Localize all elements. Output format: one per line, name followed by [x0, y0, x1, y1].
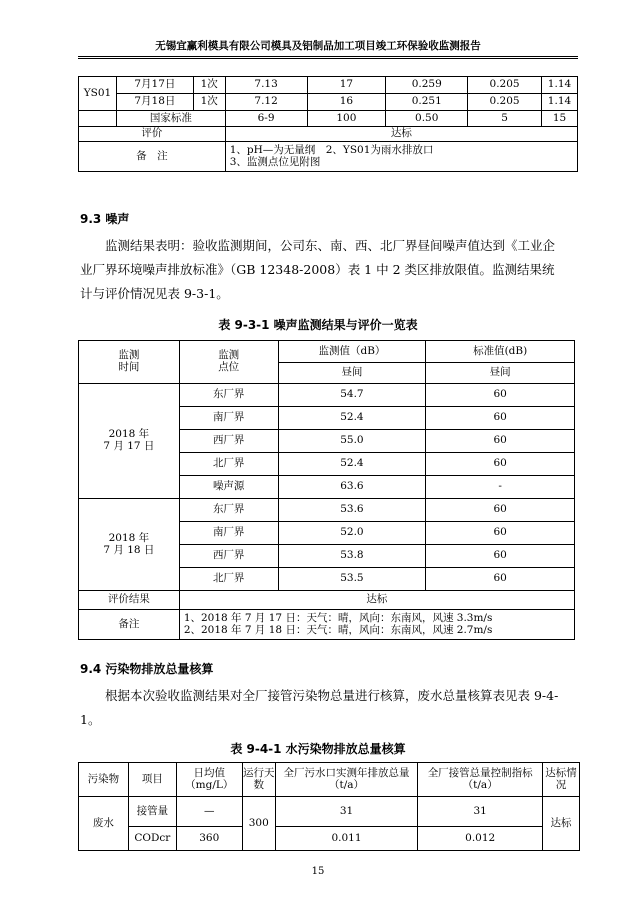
row-c4: 0.205 [468, 77, 542, 94]
row-c5: 1.14 [542, 94, 578, 111]
standard-c5: 15 [542, 111, 578, 127]
limit-cell: 0.012 [418, 827, 543, 851]
header-daily: 日均值（mg/L） [176, 763, 242, 797]
evaluation-value: 达标 [225, 127, 577, 142]
header-value: 监测值（dB） [278, 341, 426, 363]
value-cell: 53.8 [278, 545, 426, 568]
header-text: 监测 [218, 349, 240, 362]
standard-cell: 60 [426, 568, 575, 591]
value-cell: 52.4 [278, 453, 426, 476]
header-rule [78, 56, 578, 57]
header-text: 时间 [118, 361, 140, 373]
point-cell: 北厂界 [179, 453, 278, 476]
standard-cell: 60 [426, 453, 575, 476]
page-number: 15 [311, 866, 325, 877]
header-day: 昼间 [426, 363, 575, 384]
header-time [79, 341, 180, 384]
pollutant-table [78, 762, 580, 851]
site-cell: YS01 [79, 77, 117, 111]
table-caption-total: 表 9-4-1 水污染物排放总量核算 [230, 742, 406, 756]
header-day: 昼间 [278, 363, 426, 384]
standard-cell: 60 [426, 384, 575, 407]
header-text: 点位 [218, 361, 240, 373]
date-text: 7 月 17 日 [103, 440, 155, 452]
row-c5: 1.14 [542, 77, 578, 94]
table-caption-noise: 表 9-3-1 噪声监测结果与评价一览表 [218, 318, 418, 332]
section-heading-total: 9.4 污染物排放总量核算 [80, 662, 214, 676]
point-cell: 南厂界 [179, 407, 278, 430]
noise-table [78, 340, 575, 640]
header-item: 项目 [128, 763, 176, 797]
point-cell: 西厂界 [179, 430, 278, 453]
row-ph: 7.13 [225, 77, 307, 94]
notes-content [179, 610, 574, 640]
standard-c4: 5 [468, 111, 542, 127]
evaluation-label: 评价结果 [79, 591, 180, 610]
header-point [179, 341, 278, 384]
evaluation-value: 达标 [179, 591, 574, 610]
date-text: 7 月 18 日 [103, 543, 155, 556]
limit-cell: 31 [418, 797, 543, 827]
page-header: 无锡宜赢利模具有限公司模具及铝制品加工项目竣工环保验收监测报告 [155, 40, 481, 52]
point-cell: 北厂界 [179, 568, 278, 591]
row-c3: 0.251 [386, 94, 468, 111]
item-cell: CODcr [128, 827, 176, 851]
item-cell: 接管量 [128, 797, 176, 827]
wastewater-table [78, 76, 578, 172]
standard-cell: 60 [426, 545, 575, 568]
notes-content [225, 142, 577, 172]
date-cell [79, 384, 180, 499]
header-standard: 标准值(dB) [426, 341, 575, 363]
value-cell: 53.5 [278, 568, 426, 591]
type-cell: 废水 [79, 797, 129, 851]
standard-cell: 60 [426, 430, 575, 453]
standard-cell: 60 [426, 522, 575, 545]
section-heading-noise: 9.3 噪声 [80, 212, 130, 226]
section-paragraph-noise: 监测结果表明：验收监测期间，公司东、南、西、北厂界昼间噪声值达到《工业企业厂界环境噪声排放标准》（GB 12348-2008）表 1 中 2 类区排放限值。监测结果统计与评价情况见表 9-3-1。 [80, 238, 556, 301]
actual-cell: 31 [275, 797, 418, 827]
point-cell: 西厂界 [179, 545, 278, 568]
row-date: 7月17日 [116, 77, 193, 94]
row-freq: 1次 [193, 77, 225, 94]
value-cell: 52.4 [278, 407, 426, 430]
blank-cell [79, 111, 117, 127]
daily-cell: 360 [176, 827, 242, 851]
standard-ph: 6-9 [225, 111, 307, 127]
days-cell: 300 [242, 797, 275, 851]
row-freq: 1次 [193, 94, 225, 111]
notes-line: 1、2018 年 7 月 17 日：天气：晴，风向：东南风，风速 3.3m/s [183, 611, 493, 624]
value-cell: 55.0 [278, 430, 426, 453]
header-days: 运行天数 [242, 763, 275, 797]
standard-c2: 100 [307, 111, 386, 127]
date-cell [79, 499, 180, 591]
value-cell: 54.7 [278, 384, 426, 407]
row-c2: 16 [307, 94, 386, 111]
notes-label: 备 注 [79, 142, 226, 172]
standard-c3: 0.50 [386, 111, 468, 127]
value-cell: 53.6 [278, 499, 426, 522]
row-c2: 17 [307, 77, 386, 94]
notes-line: 3、监测点位见附图 [229, 155, 321, 168]
notes-line: 2、2018 年 7 月 18 日：天气：晴，风向：东南风，风速 2.7m/s [183, 623, 493, 636]
daily-cell: — [176, 797, 242, 827]
header-rule-2 [78, 58, 578, 59]
actual-cell: 0.011 [275, 827, 418, 851]
point-cell: 东厂界 [179, 499, 278, 522]
point-cell: 南厂界 [179, 522, 278, 545]
row-ph: 7.12 [225, 94, 307, 111]
row-c3: 0.259 [386, 77, 468, 94]
standard-cell: - [426, 476, 575, 499]
header-type: 污染物 [79, 763, 129, 797]
standard-cell: 60 [426, 407, 575, 430]
standard-cell: 60 [426, 499, 575, 522]
header-status: 达标情况 [543, 763, 580, 797]
value-cell: 63.6 [278, 476, 426, 499]
standard-label: 国家标准 [116, 111, 225, 127]
row-date: 7月18日 [116, 94, 193, 111]
header-text: 监测 [118, 349, 140, 362]
notes-line: 1、pH—为无量纲 2、YS01为雨水排放口 [229, 143, 434, 156]
date-text: 2018 年 [108, 531, 150, 544]
point-cell: 东厂界 [179, 384, 278, 407]
evaluation-label: 评价 [79, 127, 226, 142]
date-text: 2018 年 [108, 428, 150, 441]
header-limit: 全厂接管总量控制指标（t/a） [418, 763, 543, 797]
header-actual: 全厂污水口实测年排放总量（t/a） [275, 763, 418, 797]
value-cell: 52.0 [278, 522, 426, 545]
row-c4: 0.205 [468, 94, 542, 111]
section-paragraph-total: 根据本次验收监测结果对全厂接管污染物总量进行核算，废水总量核算表见表 9-4-1。 [80, 688, 559, 727]
status-cell: 达标 [543, 797, 580, 851]
notes-label: 备注 [79, 610, 180, 640]
point-cell: 噪声源 [179, 476, 278, 499]
